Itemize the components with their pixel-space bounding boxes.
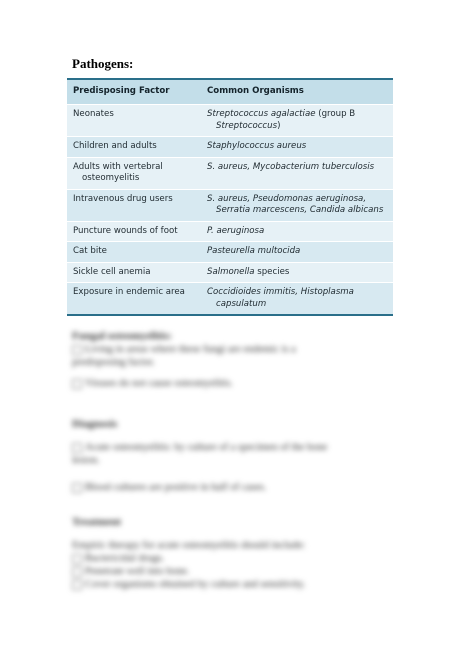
header-common-organisms: Common Organisms <box>207 86 304 97</box>
page-heading: Pathogens: <box>72 56 134 71</box>
common-organisms-cell <box>201 137 393 157</box>
common-organisms-cell <box>201 283 393 314</box>
common-organisms-cell <box>201 158 393 178</box>
treat-item-2: Penetrate well into bone. <box>72 565 392 578</box>
common-organisms-cell <box>201 242 393 262</box>
table-row <box>67 241 393 262</box>
pathogens-table <box>67 78 393 316</box>
table-row <box>67 221 393 242</box>
predisposing-factor-cell <box>67 242 201 262</box>
common-organisms-cell <box>201 105 393 136</box>
factor-line: Neonates <box>73 109 114 119</box>
common-organisms-cell <box>201 263 393 283</box>
diag-item-1-cont: lesion. <box>72 455 100 466</box>
factor-line: Exposure in endemic area <box>73 287 185 297</box>
organism-line: S. aureus, Mycobacterium tuberculosis <box>207 161 375 172</box>
header-predisposing-factor: Predisposing Factor <box>73 86 170 97</box>
predisposing-factor-cell <box>67 283 201 303</box>
organism-line: Pasteurella multocida <box>207 246 301 256</box>
fungal-heading: Fungal osteomyelitis: <box>72 330 172 342</box>
diagnosis-section <box>72 418 392 494</box>
table-row <box>67 262 393 283</box>
treat-item-3: Cover organisms obtained by culture and sensitivity. <box>72 578 392 591</box>
factor-line: Puncture wounds of foot <box>73 225 178 236</box>
table-header-row <box>67 80 393 104</box>
fungal-item-1-cont: predisposing factor. <box>72 357 155 368</box>
bullet-box-icon <box>72 483 82 493</box>
organism-line: Serratia marcescens, Candida albicans <box>216 205 384 215</box>
organism-line: Staphylococcus aureus <box>207 141 307 151</box>
diag-item-1: Acute osteomyelitis: by culture of a specimen of the bone <box>72 441 392 454</box>
predisposing-factor-cell <box>67 263 201 283</box>
organism-line: S. aureus, Pseudomonas aeruginosa, <box>207 193 367 204</box>
common-organisms-cell <box>201 222 393 242</box>
predisposing-factor-cell <box>67 222 201 242</box>
fungal-item-1: Living in areas where these fungi are endemic is a <box>72 343 392 356</box>
table-row <box>67 282 393 314</box>
predisposing-factor-cell <box>67 105 201 125</box>
organism-line: Streptococcus agalactiae (group B <box>207 109 356 119</box>
predisposing-factor-cell <box>67 137 201 157</box>
treatment-section <box>72 516 392 591</box>
treat-intro: Empiric therapy for acute osteomyelitis should include: <box>72 540 306 551</box>
factor-line: osteomyelitis <box>82 173 140 183</box>
diagnosis-heading: Diagnosis <box>72 418 118 430</box>
factor-line: Cat bite <box>73 246 107 256</box>
common-organisms-cell <box>201 190 393 221</box>
factor-line: Intravenous drug users <box>73 193 173 204</box>
bullet-box-icon <box>72 379 82 389</box>
table-row <box>67 104 393 136</box>
factor-line: Adults with vertebral <box>73 161 163 172</box>
table-row <box>67 189 393 221</box>
factor-line: Sickle cell anemia <box>73 266 151 277</box>
organism-line: P. aeruginosa <box>207 225 265 236</box>
treat-item-1: Bactericidal drugs. <box>72 552 392 565</box>
bullet-box-icon <box>72 580 82 590</box>
organism-line: capsulatum <box>216 298 267 309</box>
predisposing-factor-cell <box>67 158 201 189</box>
organism-line: Coccidioides immitis, Histoplasma <box>207 287 354 297</box>
fungal-item-2: Viruses do not cause osteomyelitis. <box>72 377 392 390</box>
factor-line: Children and adults <box>73 141 157 151</box>
organism-line: Salmonella species <box>207 266 290 277</box>
bullet-box-icon <box>72 443 82 453</box>
treatment-heading: Treatment <box>72 516 122 528</box>
bullet-box-icon <box>72 554 82 564</box>
bullet-box-icon <box>72 567 82 577</box>
predisposing-factor-cell <box>67 190 201 210</box>
organism-line: Streptococcus) <box>216 120 281 131</box>
diag-item-2: Blood cultures are positive in half of cases. <box>72 481 392 494</box>
bullet-box-icon <box>72 345 82 355</box>
table-row <box>67 136 393 157</box>
fungal-section <box>72 330 392 390</box>
table-row <box>67 157 393 189</box>
